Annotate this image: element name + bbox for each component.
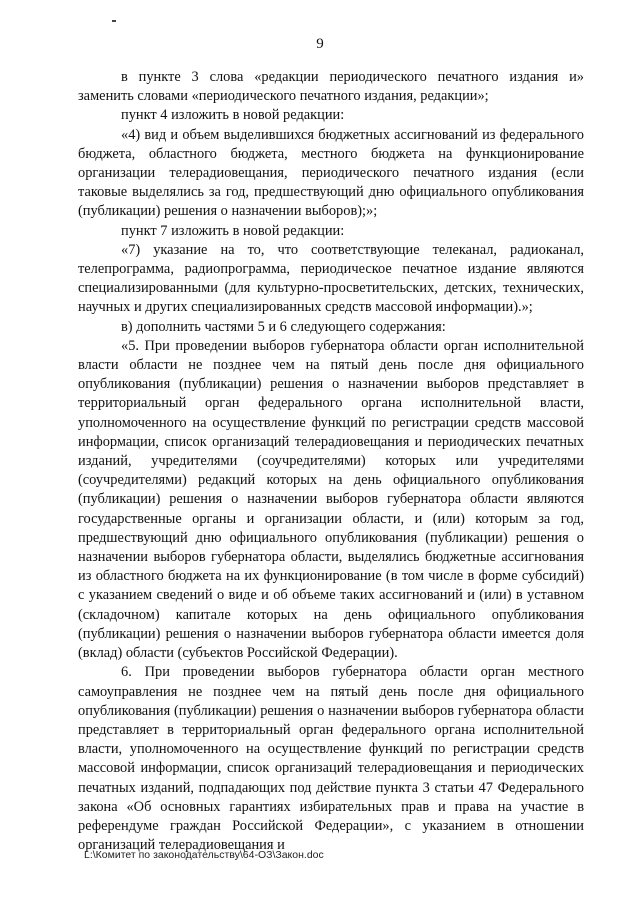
paragraph: 6. При проведении выборов губернатора области орган местного самоуправления не позднее чем на пятый день после дня официального опубликования (публикации) решения о назначении выборов губернатора области представляет в территориальный орган федерального органа исполнительной власти, уполномоченного на осуществление функций по регистрации средств массовой информации, список организаций телерадиовещания и периодических печатных изданий, подпадающих под действие пункта 3 статьи 47 Федерального закона «Об основных гарантиях избирательных прав и права на участие в референдуме граждан Российской Федерации», с указанием в отношении организаций телерадиовещания и	[78, 664, 584, 854]
paragraph: «7) указание на то, что соответствующие телеканал, радиоканал, телепрограмма, радиопрограмма, периодическое печатное издание являются специализированными (для культурно-просветительских, детских, технических, научных и других специализированных средств массовой информации).»;	[78, 241, 584, 316]
paragraph: «4) вид и объем выделившихся бюджетных ассигнований из федерального бюджета, областного бюджета, местного бюджета на функционирование организации телерадиовещания, периодического печатного издания (если таковые выделялись за год, предшествующий дню официального опубликования (публикации) решения о назначении выборов);»;	[78, 126, 584, 220]
scan-mark	[112, 20, 116, 22]
document-body	[78, 68, 584, 855]
paragraph: в пункте 3 слова «редакции периодического печатного издания и» заменить словами «периодического печатного издания, редакции»;	[78, 69, 584, 105]
paragraph: пункт 4 изложить в новой редакции:	[121, 107, 345, 124]
page-number: 9	[316, 36, 324, 52]
paragraph: пункт 7 изложить в новой редакции:	[121, 222, 345, 239]
paragraph: в) дополнить частями 5 и 6 следующего содержания:	[121, 318, 446, 335]
paragraph: «5. При проведении выборов губернатора области орган исполнительной власти области не позднее чем на пятый день после дня официального опубликования (публикации) решения о назначении выборов представляет в территориальный орган федерального органа исполнительной власти, уполномоченного на осуществление функций по регистрации средств массовой информации, список организаций телерадиовещания и периодических печатных изданий, учредителями (соучредителями) которых или учредителями (соучредителями) редакций которых на день официального опубликования (публикации) решения о назначении выборов губернатора области являются государственные органы и организации области, и (или) которым за год, предшествующий дню официального опубликования (публикации) решения о назначении выборов губернатора области, выделялись бюджетные ассигнования из областного бюджета на их функционирование (в том числе в форме субсидий) с указанием сведений о виде и об объеме таких ассигнований и (или) в уставном (складочном) капитале которых на день официального опубликования (публикации) решения о назначении выборов губернатора области имеется доля (вклад) области (субъектов Российской Федерации).	[78, 337, 584, 662]
footer-file-path: L:\Комитет по законодательству\64-ОЗ\Закон.doc	[84, 849, 324, 861]
